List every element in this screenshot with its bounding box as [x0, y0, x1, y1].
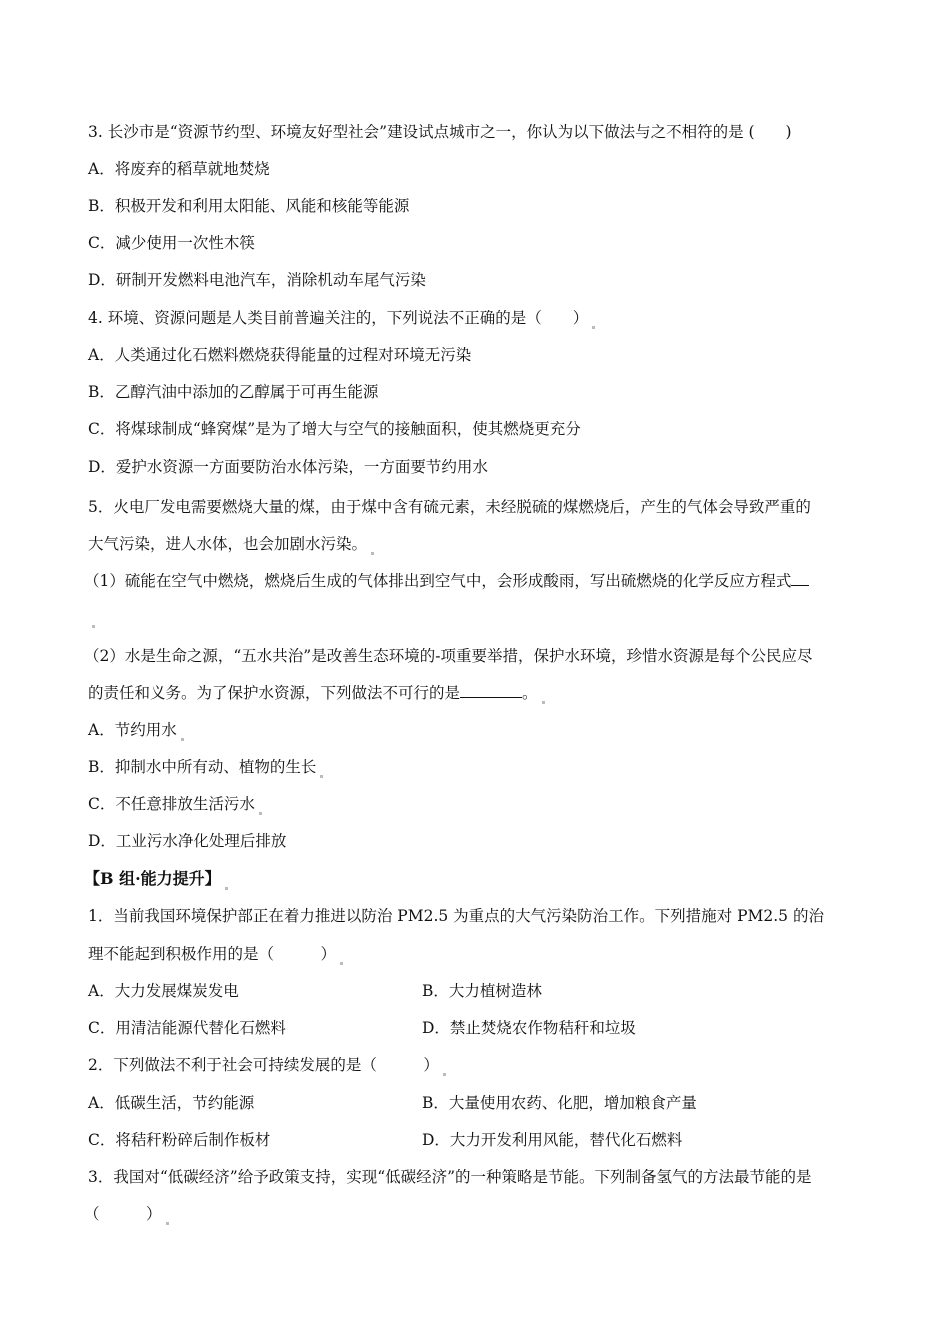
question-3-option-b: B．积极开发和利用太阳能、风能和核能等能源	[88, 197, 410, 215]
question-4-option-d: D．爱护水资源一方面要防治水体污染，一方面要节约用水	[88, 458, 488, 476]
b-question-1-option-a: A．大力发展煤炭发电	[88, 982, 239, 1000]
question-5-option-a-text: A．节约用水	[88, 721, 177, 739]
paragraph-mark	[181, 738, 184, 741]
b-question-2-option-a: A．低碳生活，节约能源	[88, 1094, 255, 1112]
question-5-part-1-text: （1）硫能在空气中燃烧，燃烧后生成的气体排出到空气中，会形成酸雨，写出硫燃烧的化学反应方程式	[84, 572, 792, 590]
question-5-option-c-text: C．不任意排放生活污水	[88, 795, 255, 813]
paragraph-mark	[92, 625, 95, 628]
paragraph-mark	[340, 962, 343, 965]
question-5-option-c	[88, 793, 870, 815]
b-question-1-stem-line2	[88, 943, 870, 965]
section-b-heading	[84, 868, 870, 890]
question-5-stem-line2	[88, 533, 870, 555]
paragraph-mark	[371, 552, 374, 555]
b-question-3-stem-line2-text: （ ）	[84, 1205, 162, 1223]
b-question-1-option-b: B．大力植树造林	[422, 982, 542, 1000]
question-5-answer-space	[88, 606, 870, 628]
b-question-2-options-row2	[88, 1129, 870, 1151]
b-question-1-option-c: C．用清洁能源代替化石燃料	[88, 1019, 286, 1037]
paragraph-mark	[542, 701, 545, 704]
b-question-2-stem	[88, 1054, 870, 1076]
question-5-option-b	[88, 756, 870, 778]
b-question-2-option-d: D．大力开发利用风能，替代化石燃料	[422, 1131, 683, 1149]
question-5-option-b-text: B．抑制水中所有动、植物的生长	[88, 758, 317, 776]
question-4-option-b: B．乙醇汽油中添加的乙醇属于可再生能源	[88, 383, 379, 401]
b-question-2-option-c: C．将秸秆粉碎后制作板材	[88, 1131, 271, 1149]
b-question-1-stem-line1: 1．当前我国环境保护部正在着力推进以防治 PM2.5 为重点的大气污染防治工作。下列措施对 PM2.5 的治	[88, 907, 824, 925]
question-5-stem-line2-text: 大气污染，进人水体，也会加剧水污染。	[88, 535, 368, 553]
question-4-stem	[88, 307, 870, 329]
paragraph-mark	[225, 887, 228, 890]
b-question-2-stem-text: 2．下列做法不利于社会可持续发展的是（ ）	[88, 1056, 439, 1074]
question-5-stem-line1: 5．火电厂发电需要燃烧大量的煤，由于煤中含有硫元素，未经脱硫的煤燃烧后，产生的气体会导致严重的	[88, 498, 811, 516]
paragraph-mark	[592, 326, 595, 329]
section-b-title: 【B 组·能力提升】	[84, 869, 221, 888]
question-4-option-c: C．将煤球制成“蜂窝煤”是为了增大与空气的接触面积，使其燃烧更充分	[88, 420, 581, 438]
question-4-stem-text: 4. 环境、资源问题是人类目前普遍关注的，下列说法不正确的是（ ）	[88, 309, 589, 327]
question-3-stem: 3. 长沙市是“资源节约型、环境友好型社会”建设试点城市之一，你认为以下做法与之不相符的是 ( )	[88, 123, 792, 141]
paragraph-mark	[443, 1073, 446, 1076]
question-3-option-c: C．减少使用一次性木筷	[88, 234, 255, 252]
paragraph-mark	[259, 812, 262, 815]
b-question-3-stem-line1: 3．我国对“低碳经济”给予政策支持，实现“低碳经济”的一种策略是节能。下列制备氢气的方法最节能的是	[88, 1168, 812, 1186]
b-question-1-stem-line2-text: 理不能起到积极作用的是（ ）	[88, 945, 337, 963]
b-question-1-option-d: D．禁止焚烧农作物秸秆和垃圾	[422, 1019, 636, 1037]
question-5-option-d: D．工业污水净化处理后排放	[88, 832, 287, 850]
question-5-part-2-line2	[88, 682, 870, 704]
b-question-2-option-b: B．大量使用农药、化肥，增加粮食产量	[422, 1094, 697, 1112]
answer-blank[interactable]	[460, 683, 522, 698]
question-5-option-a	[88, 719, 870, 741]
question-3-option-a: A．将废弃的稻草就地焚烧	[88, 160, 270, 178]
question-5-part-2-line1: （2）水是生命之源，“五水共治”是改善生态环境的-项重要举措，保护水环境，珍惜水资源是每个公民应尽	[84, 647, 813, 665]
question-5-part-2-end: 。	[522, 684, 538, 702]
question-4-option-a: A．人类通过化石燃料燃烧获得能量的过程对环境无污染	[88, 346, 472, 364]
b-question-3-stem-line2	[84, 1203, 870, 1225]
b-question-1-options-row1	[88, 980, 870, 1002]
paragraph-mark	[166, 1222, 169, 1225]
b-question-1-options-row2	[88, 1017, 870, 1039]
question-5-part-2-text: 的责任和义务。为了保护水资源，下列做法不可行的是	[88, 684, 461, 702]
question-3-option-d: D．研制开发燃料电池汽车，消除机动车尾气污染	[88, 271, 426, 289]
question-5-part-1	[84, 570, 870, 592]
b-question-2-options-row1	[88, 1092, 870, 1114]
answer-blank[interactable]	[791, 571, 809, 586]
paragraph-mark	[320, 775, 323, 778]
